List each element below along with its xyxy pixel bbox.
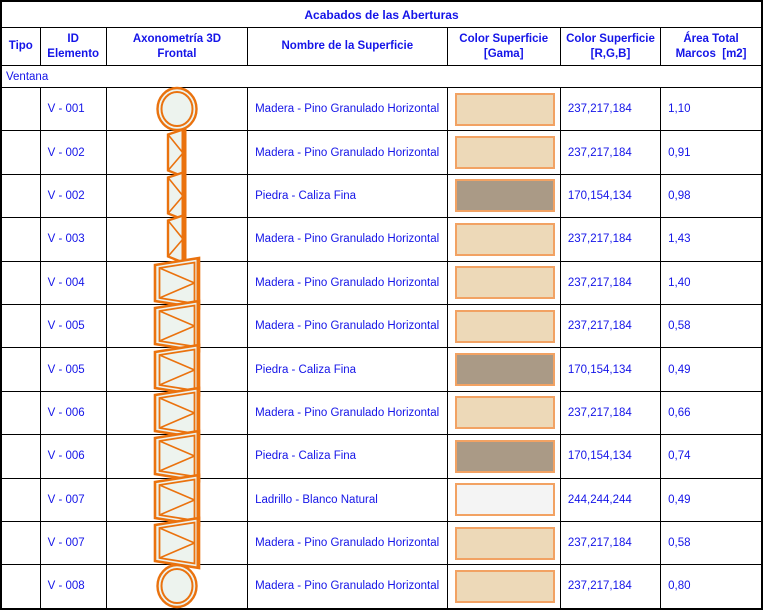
- color-swatch-cell: [447, 304, 560, 347]
- color-swatch-cell: [447, 88, 560, 131]
- color-swatch: [455, 570, 555, 603]
- axonometry-cell: [106, 521, 247, 564]
- table-row[interactable]: [1, 565, 762, 609]
- rgb-value-cell: 237,217,184: [560, 521, 660, 564]
- table-header-row: [1, 28, 762, 66]
- column-header-color-rgb: [560, 28, 660, 66]
- column-header-label: Color Superficie: [459, 32, 549, 45]
- tipo-cell: [1, 261, 40, 304]
- element-id-cell: V - 001: [40, 88, 106, 131]
- tipo-cell: [1, 304, 40, 347]
- area-value-cell: 0,80: [661, 565, 762, 609]
- color-swatch-cell: [447, 131, 560, 174]
- rgb-value-cell: 237,217,184: [560, 218, 660, 261]
- element-id-cell: V - 006: [40, 435, 106, 478]
- color-swatch: [455, 136, 555, 169]
- color-swatch-cell: [447, 391, 560, 434]
- element-id-cell: V - 003: [40, 218, 106, 261]
- element-id-cell: V - 005: [40, 348, 106, 391]
- surface-name-cell: Piedra - Caliza Fina: [248, 348, 447, 391]
- round-window-icon: [155, 563, 199, 609]
- table-row[interactable]: [1, 174, 762, 217]
- axonometry-cell: [106, 88, 247, 131]
- surface-name-cell: Ladrillo - Blanco Natural: [248, 478, 447, 521]
- area-value-cell: 0,58: [661, 521, 762, 564]
- area-value-cell: 0,66: [661, 391, 762, 434]
- tipo-cell: [1, 174, 40, 217]
- element-id-cell: V - 005: [40, 304, 106, 347]
- table-row[interactable]: [1, 391, 762, 434]
- table-row[interactable]: [1, 261, 762, 304]
- element-id-cell: V - 008: [40, 565, 106, 609]
- axonometry-cell: [106, 565, 247, 609]
- axonometry-cell: [106, 174, 247, 217]
- color-swatch-cell: [447, 261, 560, 304]
- element-id-cell: V - 002: [40, 174, 106, 217]
- surface-name-cell: Madera - Pino Granulado Horizontal: [248, 304, 447, 347]
- table-row[interactable]: [1, 521, 762, 564]
- column-header-tipo: [1, 28, 40, 66]
- color-swatch: [455, 310, 555, 343]
- column-header-label: [Gama]: [483, 47, 524, 60]
- rgb-value-cell: 170,154,134: [560, 435, 660, 478]
- surface-name-cell: Piedra - Caliza Fina: [248, 174, 447, 217]
- column-header-label: [R,G,B]: [590, 47, 631, 60]
- element-id-cell: V - 004: [40, 261, 106, 304]
- color-swatch-cell: [447, 565, 560, 609]
- table-row[interactable]: [1, 348, 762, 391]
- color-swatch: [455, 440, 555, 473]
- column-header-nombre-superficie: [248, 28, 447, 66]
- column-header-axonometria: [106, 28, 247, 66]
- column-header-label: Área Total: [683, 32, 739, 45]
- area-value-cell: 1,43: [661, 218, 762, 261]
- group-header-row: [1, 66, 762, 88]
- group-header-ventana: Ventana: [1, 66, 762, 88]
- area-value-cell: 0,98: [661, 174, 762, 217]
- color-swatch: [455, 353, 555, 386]
- area-value-cell: 0,74: [661, 435, 762, 478]
- column-header-label: Frontal: [157, 47, 197, 60]
- rgb-value-cell: 237,217,184: [560, 131, 660, 174]
- area-value-cell: 1,40: [661, 261, 762, 304]
- color-swatch: [455, 396, 555, 429]
- column-header-label: Marcos [m2]: [675, 47, 747, 60]
- surface-name-cell: Madera - Pino Granulado Horizontal: [248, 218, 447, 261]
- table-row[interactable]: [1, 131, 762, 174]
- tipo-cell: [1, 478, 40, 521]
- surface-name-cell: Madera - Pino Granulado Horizontal: [248, 88, 447, 131]
- column-header-label: Tipo: [8, 40, 33, 53]
- rgb-value-cell: 237,217,184: [560, 304, 660, 347]
- color-swatch: [455, 223, 555, 256]
- area-value-cell: 0,49: [661, 478, 762, 521]
- tipo-cell: [1, 521, 40, 564]
- color-swatch: [455, 527, 555, 560]
- element-id-cell: V - 007: [40, 478, 106, 521]
- table-row[interactable]: [1, 88, 762, 131]
- surface-name-cell: Madera - Pino Granulado Horizontal: [248, 565, 447, 609]
- tipo-cell: [1, 88, 40, 131]
- color-swatch: [455, 93, 555, 126]
- rgb-value-cell: 244,244,244: [560, 478, 660, 521]
- table-row[interactable]: [1, 304, 762, 347]
- column-header-label: Elemento: [47, 47, 100, 60]
- tipo-cell: [1, 435, 40, 478]
- area-value-cell: 0,91: [661, 131, 762, 174]
- column-header-id-elemento: [40, 28, 106, 66]
- color-swatch: [455, 179, 555, 212]
- column-header-label: Axonometría 3D: [132, 32, 222, 45]
- color-swatch-cell: [447, 435, 560, 478]
- element-id-cell: V - 007: [40, 521, 106, 564]
- tipo-cell: [1, 391, 40, 434]
- color-swatch: [455, 266, 555, 299]
- tipo-cell: [1, 565, 40, 609]
- page-title: Acabados de las Aberturas: [1, 1, 762, 28]
- surface-name-cell: Madera - Pino Granulado Horizontal: [248, 521, 447, 564]
- table-row[interactable]: [1, 435, 762, 478]
- column-header-label: ID: [67, 32, 79, 45]
- color-swatch-cell: [447, 218, 560, 261]
- column-header-area-total: [661, 28, 762, 66]
- color-swatch-cell: [447, 478, 560, 521]
- column-header-label: Color Superficie: [566, 32, 655, 45]
- rgb-value-cell: 237,217,184: [560, 88, 660, 131]
- surface-name-cell: Madera - Pino Granulado Horizontal: [248, 131, 447, 174]
- color-swatch-cell: [447, 348, 560, 391]
- area-value-cell: 0,49: [661, 348, 762, 391]
- column-header-color-gama: [447, 28, 560, 66]
- table-title-row: [1, 1, 762, 28]
- area-value-cell: 0,58: [661, 304, 762, 347]
- rgb-value-cell: 237,217,184: [560, 261, 660, 304]
- tipo-cell: [1, 218, 40, 261]
- rgb-value-cell: 170,154,134: [560, 174, 660, 217]
- element-id-cell: V - 002: [40, 131, 106, 174]
- area-value-cell: 1,10: [661, 88, 762, 131]
- tipo-cell: [1, 348, 40, 391]
- table-row[interactable]: [1, 218, 762, 261]
- surface-name-cell: Piedra - Caliza Fina: [248, 435, 447, 478]
- rgb-value-cell: 237,217,184: [560, 565, 660, 609]
- axonometry-preview: [155, 563, 199, 609]
- tipo-cell: [1, 131, 40, 174]
- element-id-cell: V - 006: [40, 391, 106, 434]
- color-swatch: [455, 483, 555, 516]
- column-header-label: Nombre de la Superficie: [281, 40, 414, 53]
- surface-name-cell: Madera - Pino Granulado Horizontal: [248, 391, 447, 434]
- rgb-value-cell: 170,154,134: [560, 348, 660, 391]
- axonometry-cell: [106, 131, 247, 174]
- rgb-value-cell: 237,217,184: [560, 391, 660, 434]
- surface-name-cell: Madera - Pino Granulado Horizontal: [248, 261, 447, 304]
- table-row[interactable]: [1, 478, 762, 521]
- color-swatch-cell: [447, 174, 560, 217]
- color-swatch-cell: [447, 521, 560, 564]
